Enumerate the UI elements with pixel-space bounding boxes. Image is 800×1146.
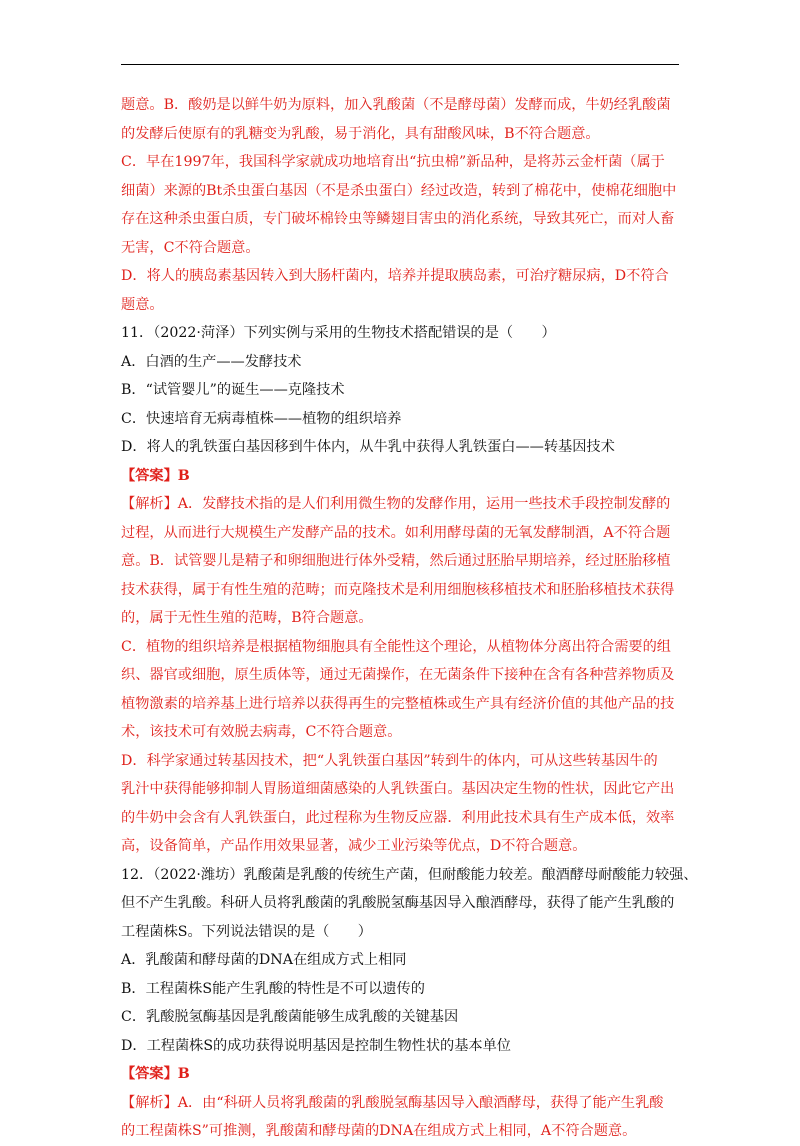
text-line: 存在这种杀虫蛋白质，专门破坏棉铃虫等鳞翅目害虫的消化系统，导致其死亡，而对人畜 — [121, 211, 675, 227]
analysis-line: 【解析】A．由“科研人员将乳酸菌的乳酸脱氢酶基因导入酿酒酵母，获得了能产生乳酸 — [121, 1094, 664, 1111]
text-line: 织、器官或细胞，原生质体等，通过无菌操作，在无菌条件下接种在含有各种营养物质及 — [121, 667, 675, 683]
question-line: 但不产生乳酸。科研人员将乳酸菌的乳酸脱氢酶基因导入酿酒酵母，获得了能产生乳酸的 — [121, 895, 675, 911]
text-line: 细菌）来源的Bt杀虫蛋白基因（不是杀虫蛋白）经过改造，转到了棉花中，使棉花细胞中 — [121, 182, 677, 199]
question-line: C．乳酸脱氢酶基因是乳酸菌能够生成乳酸的关键基因 — [121, 1009, 459, 1025]
text-line: 乳汁中获得能够抑制人胃肠道细菌感染的人乳铁蛋白。基因决定生物的性状，因此它产出 — [121, 781, 675, 797]
document-body — [121, 91, 698, 1146]
text-line: 无害，C不符合题意。 — [121, 239, 260, 256]
text-line: 的发酵后使原有的乳糖变为乳酸，易于消化，具有甜酸风味，B不符合题意。 — [121, 125, 600, 142]
text-line: 题意。B．酸奶是以鲜牛奶为原料，加入乳酸菌（不是酵母菌）发酵而成，牛奶经乳酸菌 — [121, 97, 671, 113]
text-line: 的，属于无性生殖的范畴，B符合题意。 — [121, 610, 373, 626]
text-line: 高，设备简单，产品作用效果显著，减少工业污染等优点，D不符合题意。 — [121, 838, 587, 854]
text-line: D．科学家通过转基因技术，把“人乳铁蛋白基因”转到牛的体内，可从这些转基因牛的 — [121, 752, 658, 769]
text-line: 术，该技术可有效脱去病毒，C不符合题意。 — [121, 724, 402, 740]
text-line: 技术获得，属于有性生殖的范畴；而克隆技术是利用细胞核移植技术和胚胎移植技术获得 — [121, 581, 675, 598]
header-rule — [121, 64, 679, 65]
question-line: B．工程菌株S能产生乳酸的特性是不可以遗传的 — [121, 980, 425, 997]
text-line: C．植物的组织培养是根据植物细胞具有全能性这个理论，从植物体分离出符合需要的组 — [121, 638, 671, 655]
answer-line: 【答案】B — [121, 467, 190, 484]
question-line: B．“试管婴儿”的诞生——克隆技术 — [121, 382, 345, 398]
text-line: C．早在1997年，我国科学家就成功地培育出“抗虫棉”新品种，是将苏云金杆菌（属于 — [121, 154, 665, 170]
question-line: D．将人的乳铁蛋白基因移到牛体内，从牛乳中获得人乳铁蛋白——转基因技术 — [121, 439, 615, 455]
answer-line: 【答案】B — [121, 1066, 190, 1082]
question-line: A．白酒的生产——发酵技术 — [121, 353, 302, 370]
question-line: 11．（2022·菏泽）下列实例与采用的生物技术搭配错误的是（ ） — [121, 325, 556, 341]
question-line: 12．（2022·潍坊）乳酸菌是乳酸的传统生产菌，但耐酸能力较差。酿酒酵母耐酸能力较强、 — [121, 866, 698, 883]
question-line: C．快速培育无病毒植株——植物的组织培养 — [121, 410, 402, 427]
text-line: 的牛奶中会含有人乳铁蛋白，此过程称为生物反应器．利用此技术具有生产成本低，效率 — [121, 809, 675, 826]
text-line: 植物激素的培养基上进行培养以获得再生的完整植株或生产具有经济价值的其他产品的技 — [121, 695, 675, 712]
text-line: 题意。 — [121, 296, 164, 313]
question-line: D．工程菌株S的成功获得说明基因是控制生物性状的基本单位 — [121, 1037, 511, 1054]
text-line: 过程，从而进行大规模生产发酵产品的技术。如利用酵母菌的无氧发酵制酒，A不符合题 — [121, 524, 671, 541]
text-line: 的工程菌株S”可推测，乳酸菌和酵母菌的DNA在组成方式上相同，A不符合题意。 — [121, 1123, 637, 1139]
question-line: A．乳酸菌和酵母菌的DNA在组成方式上相同 — [121, 952, 407, 968]
analysis-line: 【解析】A．发酵技术指的是人们利用微生物的发酵作用，运用一些技术手段控制发酵的 — [121, 496, 671, 512]
text-line: 意。B．试管婴儿是精子和卵细胞进行体外受精，然后通过胚胎早期培养，经过胚胎移植 — [121, 553, 671, 569]
question-line: 工程菌株S。下列说法错误的是（ ） — [121, 923, 372, 940]
text-line: D．将人的胰岛素基因转入到大肠杆菌内，培养并提取胰岛素，可治疗糖尿病，D不符合 — [121, 268, 669, 284]
